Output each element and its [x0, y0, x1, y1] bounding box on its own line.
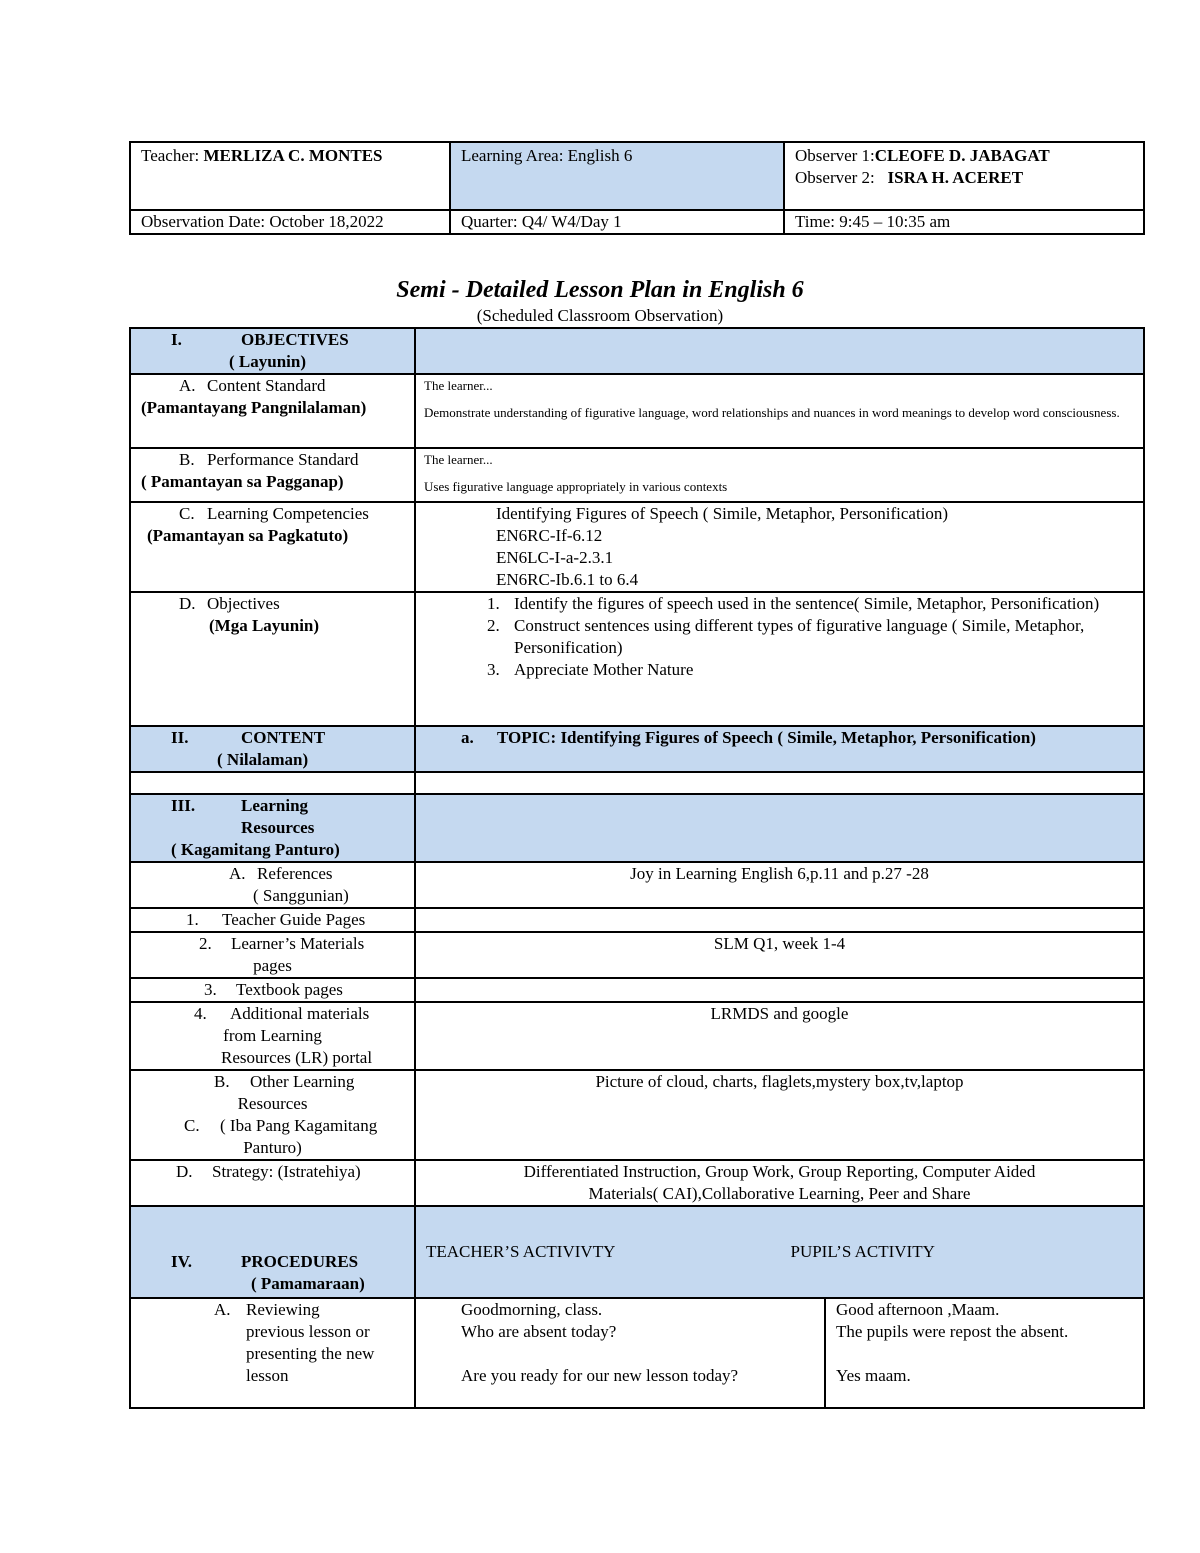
competency-line: EN6RC-If-6.12 [496, 526, 603, 545]
learners-materials: Learner’s Materials [231, 934, 365, 953]
objectives-d-num: D. [179, 594, 196, 613]
pupil-activity-header: PUPIL’S ACTIVITY [790, 1242, 935, 1261]
observer1-label: Observer 1: [795, 146, 875, 165]
competencies-value [415, 502, 1144, 592]
reviewing-line: lesson [246, 1366, 289, 1385]
objective-item: 2. Construct sentences using different types of figurative language ( Simile, Metaphor, Personification) [504, 615, 1135, 659]
pupil-line [836, 1343, 1135, 1365]
observation-date: Observation Date: October 18,2022 [130, 210, 450, 234]
quarter: Quarter: Q4/ W4/Day 1 [450, 210, 784, 234]
additional-materials-label [130, 1002, 415, 1070]
performance-standard-num: B. [179, 450, 195, 469]
page-title: Semi - Detailed Lesson Plan in English 6 [396, 277, 804, 303]
additional-num: 4. [194, 1004, 207, 1023]
competency-line: EN6RC-Ib.6.1 to 6.4 [496, 570, 639, 589]
resources-num: III. [171, 796, 196, 815]
procedures-sub: ( Pamamaraan) [251, 1274, 365, 1293]
reviewing-line: previous lesson or [246, 1322, 370, 1341]
empty-cell [415, 772, 1144, 794]
strategy-num: D. [176, 1162, 193, 1181]
objective-item: 3. Appreciate Mother Nature [504, 659, 1135, 681]
empty-cell [130, 772, 415, 794]
lesson-plan-table [129, 327, 1145, 1409]
reviewing-line: Reviewing [246, 1300, 320, 1319]
content-standard-value [415, 374, 1144, 448]
resources-value [415, 794, 1144, 862]
learners-materials-value: SLM Q1, week 1-4 [415, 932, 1144, 978]
observers-cell [784, 142, 1144, 210]
resources-label2: Resources [241, 818, 315, 837]
content-standard: Content Standard [207, 376, 326, 395]
pupil-line: The pupils were repost the absent. [836, 1322, 1069, 1341]
pupil-activity [825, 1298, 1144, 1408]
resources-heading [130, 794, 415, 862]
teacher-label: Teacher: [141, 146, 204, 165]
additional-1: Additional materials [230, 1004, 370, 1023]
references-value: Joy in Learning English 6,p.11 and p.27 -28 [415, 862, 1144, 908]
strategy-value-2: Materials( CAI),Collaborative Learning, Peer and Share [588, 1184, 971, 1203]
objectives-d-sub: (Mga Layunin) [209, 616, 320, 635]
performance-standard-sub: ( Pamantayan sa Pagganap) [141, 472, 344, 491]
procedures-num: IV. [171, 1252, 192, 1271]
topic-text: TOPIC: Identifying Figures of Speech ( Simile, Metaphor, Personification) [497, 728, 1036, 747]
teacher-cell [130, 142, 450, 210]
learners-materials-label [130, 932, 415, 978]
textbook: Textbook pages [236, 980, 343, 999]
learning-area: Learning Area: English 6 [461, 146, 633, 165]
strategy-value-1: Differentiated Instruction, Group Work, Group Reporting, Computer Aided [523, 1162, 1036, 1181]
teacher-name: MERLIZA C. MONTES [203, 146, 383, 165]
objectives-heading [130, 328, 415, 374]
activity-headers [415, 1206, 1144, 1298]
additional-materials-value: LRMDS and google [415, 1002, 1144, 1070]
content-standard-label [130, 374, 415, 448]
performance-standard-text1: The learner... [424, 452, 493, 467]
content-label: CONTENT [241, 728, 326, 747]
objectives-d: Objectives [207, 594, 280, 613]
teacher-guide-value [415, 908, 1144, 932]
learning-area-cell [450, 142, 784, 210]
teacher-guide-num: 1. [186, 910, 199, 929]
teacher-line: Who are absent today? [461, 1322, 617, 1341]
page-subtitle: (Scheduled Classroom Observation) [476, 306, 724, 325]
references-sub: ( Sanggunian) [253, 886, 349, 905]
objectives-num: I. [171, 330, 182, 349]
strategy: Strategy: (Istratehiya) [212, 1162, 361, 1181]
observer2-name: ISRA H. ACERET [887, 168, 1024, 187]
header-table [129, 141, 1145, 235]
objectives-d-value [415, 592, 1144, 726]
other-3: ( Iba Pang Kagamitang [220, 1116, 378, 1135]
references-num: A. [229, 864, 246, 883]
other-num: B. [214, 1072, 230, 1091]
additional-2: from Learning [223, 1026, 322, 1045]
other-2: Resources [237, 1094, 308, 1113]
references: References [257, 864, 333, 883]
reviewing-label [130, 1298, 415, 1408]
learners-materials-2: pages [253, 956, 292, 975]
other-resources-label [130, 1070, 415, 1160]
textbook-label [130, 978, 415, 1002]
content-num: II. [171, 728, 189, 747]
reviewing-num: A. [214, 1300, 231, 1319]
content-standard-num: A. [179, 376, 196, 395]
objectives-d-label [130, 592, 415, 726]
teacher-line: Goodmorning, class. [461, 1300, 603, 1319]
teacher-guide: Teacher Guide Pages [222, 910, 366, 929]
performance-standard-label [130, 448, 415, 502]
observer1-name: CLEOFE D. JABAGAT [874, 146, 1050, 165]
procedures-label: PROCEDURES [241, 1252, 359, 1271]
pupil-line: Good afternoon ,Maam. [836, 1300, 1000, 1319]
objectives-sub: ( Layunin) [229, 352, 306, 371]
content-heading [130, 726, 415, 772]
procedures-heading [130, 1206, 415, 1298]
competencies-sub: (Pamantayan sa Pagkatuto) [147, 526, 349, 545]
textbook-value [415, 978, 1144, 1002]
teacher-line: Are you ready for our new lesson today? [461, 1366, 739, 1385]
learners-materials-num: 2. [199, 934, 212, 953]
performance-standard: Performance Standard [207, 450, 359, 469]
textbook-num: 3. [204, 980, 217, 999]
other-4: Panturo) [243, 1138, 302, 1157]
pupil-line: Yes maam. [836, 1366, 911, 1385]
resources-sub: ( Kagamitang Panturo) [171, 840, 340, 859]
observer2-label: Observer 2: [795, 168, 888, 187]
references-label [130, 862, 415, 908]
other-1: Other Learning [250, 1072, 355, 1091]
competency-line: Identifying Figures of Speech ( Simile, Metaphor, Personification) [496, 504, 949, 523]
competencies-label [130, 502, 415, 592]
teacher-activity-header: TEACHER’S ACTIVIVTY [426, 1242, 616, 1261]
competency-line: EN6LC-I-a-2.3.1 [496, 548, 614, 567]
content-standard-text1: The learner... [424, 378, 493, 393]
strategy-label [130, 1160, 415, 1206]
other3-num: C. [184, 1116, 200, 1135]
resources-label1: Learning [241, 796, 309, 815]
teacher-guide-label [130, 908, 415, 932]
teacher-activity [415, 1298, 825, 1408]
time: Time: 9:45 – 10:35 am [784, 210, 1144, 234]
teacher-line [461, 1343, 816, 1365]
additional-3: Resources (LR) portal [221, 1048, 373, 1067]
content-standard-text2: Demonstrate understanding of figurative language, word relationships and nuances in word meanings to develop word consciousness. [424, 405, 1120, 420]
topic-num: a. [461, 728, 474, 747]
reviewing-line: presenting the new [246, 1344, 375, 1363]
objectives-value [415, 328, 1144, 374]
content-standard-sub: (Pamantayang Pangnilalaman) [141, 398, 367, 417]
content-sub: ( Nilalaman) [217, 750, 309, 769]
objectives-label: OBJECTIVES [241, 330, 349, 349]
objective-item: 1. Identify the figures of speech used in the sentence( Simile, Metaphor, Personification) [504, 593, 1135, 615]
performance-standard-value [415, 448, 1144, 502]
other-resources-value: Picture of cloud, charts, flaglets,mystery box,tv,laptop [415, 1070, 1144, 1160]
topic [415, 726, 1144, 772]
strategy-value [415, 1160, 1144, 1206]
performance-standard-text2: Uses figurative language appropriately in various contexts [424, 479, 728, 494]
competencies: Learning Competencies [207, 504, 369, 523]
competencies-num: C. [179, 504, 195, 523]
